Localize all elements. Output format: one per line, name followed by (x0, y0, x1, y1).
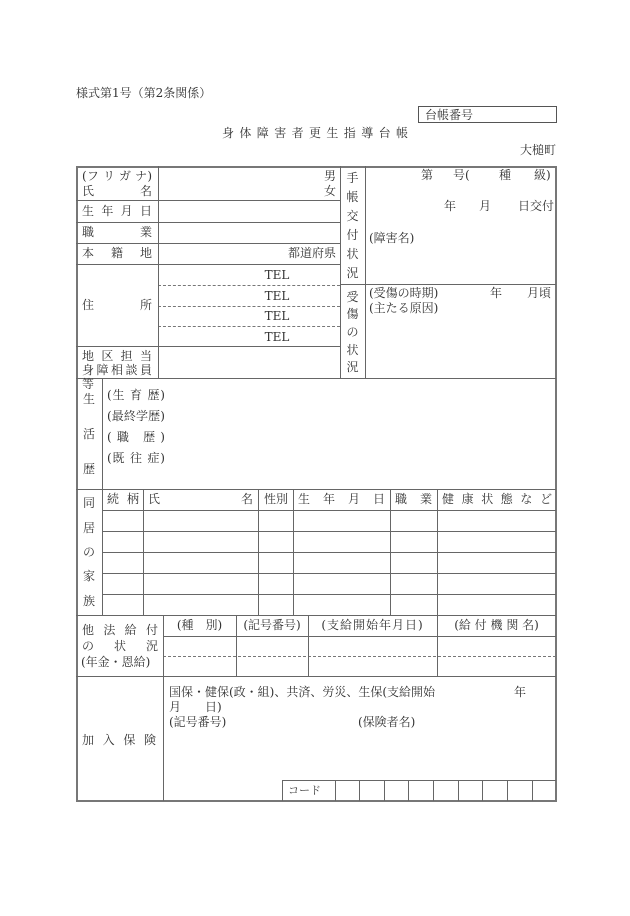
divider (76, 264, 340, 265)
divider (258, 489, 259, 615)
code-digit-input[interactable] (484, 782, 505, 799)
domicile-input[interactable] (162, 245, 282, 262)
district-officer-input[interactable] (162, 350, 336, 375)
other-benefits-label-line3: (年金・恩給) (81, 655, 151, 669)
education-label: (最終学歴) (107, 409, 165, 423)
divider (102, 573, 556, 574)
column-header-benefit-type: (種 別) (176, 618, 223, 632)
occupation-input[interactable] (162, 224, 336, 241)
insurance-start-month-day: 月 日) (169, 700, 222, 714)
issue-year-label: 年 (444, 199, 457, 213)
municipality: 大槌町 (519, 143, 556, 157)
divider (282, 780, 283, 801)
divider (282, 780, 556, 781)
divider (158, 166, 159, 378)
column-header-symbol-number: (記号番号) (243, 618, 301, 632)
divider (76, 222, 340, 223)
divider (390, 489, 391, 615)
handbook-type-label: 種 (499, 168, 512, 182)
divider (163, 615, 164, 801)
divider (76, 200, 340, 201)
code-digit-input[interactable] (509, 782, 530, 799)
work-history-label: (職 歴) (107, 430, 165, 444)
divider (102, 510, 556, 511)
divider (293, 489, 294, 615)
divider (335, 780, 336, 801)
tel-label: TEL (264, 330, 290, 344)
birth-date-label: 生 年 月 日 (82, 204, 152, 218)
insurance-label: 加 入 保 険 (82, 733, 156, 747)
column-header-start-date: (支給開始年月日) (321, 618, 424, 632)
name-label: 氏 名 (82, 184, 152, 198)
divider (482, 780, 483, 801)
other-benefits-label-line2: の 状 況 (82, 639, 158, 653)
birth-date-input[interactable] (162, 203, 336, 220)
dashed-divider (163, 656, 556, 657)
divider (102, 531, 556, 532)
ledger-table (76, 166, 557, 802)
name-input[interactable] (162, 168, 317, 198)
divider (408, 780, 409, 801)
divider (76, 615, 556, 616)
page-title: 身 体 障 害 者 更 生 指 導 台 帳 (222, 126, 408, 140)
divider (433, 780, 434, 801)
injury-month-label: 月頃 (527, 286, 552, 300)
tel-label: TEL (264, 309, 290, 323)
code-label: コード (288, 784, 321, 797)
code-digit-input[interactable] (460, 782, 480, 799)
divider (458, 780, 459, 801)
column-header-occupation: 職 業 (395, 492, 432, 506)
insurance-type-line: 国保・健保(政・組)、共済、労災、生保(支給開始 (169, 685, 436, 699)
occupation-label: 職 業 (82, 225, 152, 239)
divider (365, 166, 366, 378)
column-header-health: 健 康 状 態 な ど (442, 492, 552, 506)
address-label: 住 所 (82, 298, 152, 312)
handbook-grade-label: 級) (534, 168, 551, 182)
handbook-number-suffix: 号( (453, 168, 470, 182)
code-digit-input[interactable] (337, 782, 357, 799)
divider (507, 780, 508, 801)
code-digit-input[interactable] (410, 782, 431, 799)
disability-name-label: (障害名) (369, 231, 415, 245)
divider (76, 346, 340, 347)
divider (76, 489, 556, 490)
divider (102, 552, 556, 553)
dashed-divider (158, 285, 340, 286)
injury-time-label: (受傷の時期) (369, 286, 439, 300)
tel-label: TEL (264, 268, 290, 282)
insurance-symbol-number-label: (記号番号) (169, 715, 227, 729)
column-header-birth-date: 生 年 月 日 (298, 492, 385, 506)
dashed-divider (158, 326, 340, 327)
column-header-name: 氏 名 (148, 492, 253, 506)
form-number: 様式第1号（第2条関係） (76, 86, 212, 100)
divider (102, 378, 103, 615)
insurance-start-year-label: 年 (514, 685, 527, 699)
tel-label: TEL (264, 289, 290, 303)
divider (143, 489, 144, 615)
life-history-label: 生 活 歴 (82, 392, 95, 476)
domicile-label: 本 籍 地 (82, 246, 152, 260)
furigana-label: (フ リ ガ ナ) (82, 169, 152, 183)
column-header-relation: 続 柄 (107, 492, 139, 506)
issue-day-label: 日交付 (518, 199, 555, 213)
insurer-name-label: (保険者名) (358, 715, 416, 729)
divider (76, 676, 556, 677)
upbringing-label: (生 育 歴) (107, 388, 165, 402)
code-digit-input[interactable] (361, 782, 382, 799)
divider (532, 780, 533, 801)
column-header-agency-name: (給 付 機 関 名) (454, 618, 539, 632)
issue-month-label: 月 (479, 199, 492, 213)
column-header-sex: 性別 (263, 492, 288, 506)
handbook-status-label: 手 帳 交 付 状 況 (346, 170, 359, 280)
district-officer-label: 地 区 担 当 (82, 349, 152, 363)
handbook-number-prefix: 第 (421, 168, 434, 182)
injury-cause-label: (主たる原因) (369, 301, 439, 315)
ledger-number-field[interactable] (418, 106, 557, 123)
divider (340, 284, 556, 285)
cohabiting-family-label: 同 居 の 家 族 (82, 496, 95, 608)
dashed-divider (158, 306, 340, 307)
injury-status-label: 受 傷 の 状 況 (346, 289, 359, 375)
sex-female-option[interactable]: 女 (324, 184, 337, 198)
injury-year-label: 年 (490, 286, 503, 300)
sex-male-option[interactable]: 男 (324, 169, 337, 183)
divider (102, 594, 556, 595)
divider (384, 780, 385, 801)
domicile-prefecture-suffix: 都道府県 (287, 246, 336, 260)
code-digit-input[interactable] (435, 782, 456, 799)
divider (163, 636, 556, 637)
other-benefits-label-line1: 他 法 給 付 (82, 623, 158, 637)
code-digit-input[interactable] (386, 782, 406, 799)
disability-counselor-label: 身障相談員等 (82, 363, 152, 391)
divider (76, 243, 340, 244)
medical-history-label: (既 往 症) (107, 451, 165, 465)
ledger-number-label: 台帳番号 (425, 108, 474, 122)
code-digit-input[interactable] (534, 782, 554, 799)
divider (437, 489, 438, 615)
divider (359, 780, 360, 801)
